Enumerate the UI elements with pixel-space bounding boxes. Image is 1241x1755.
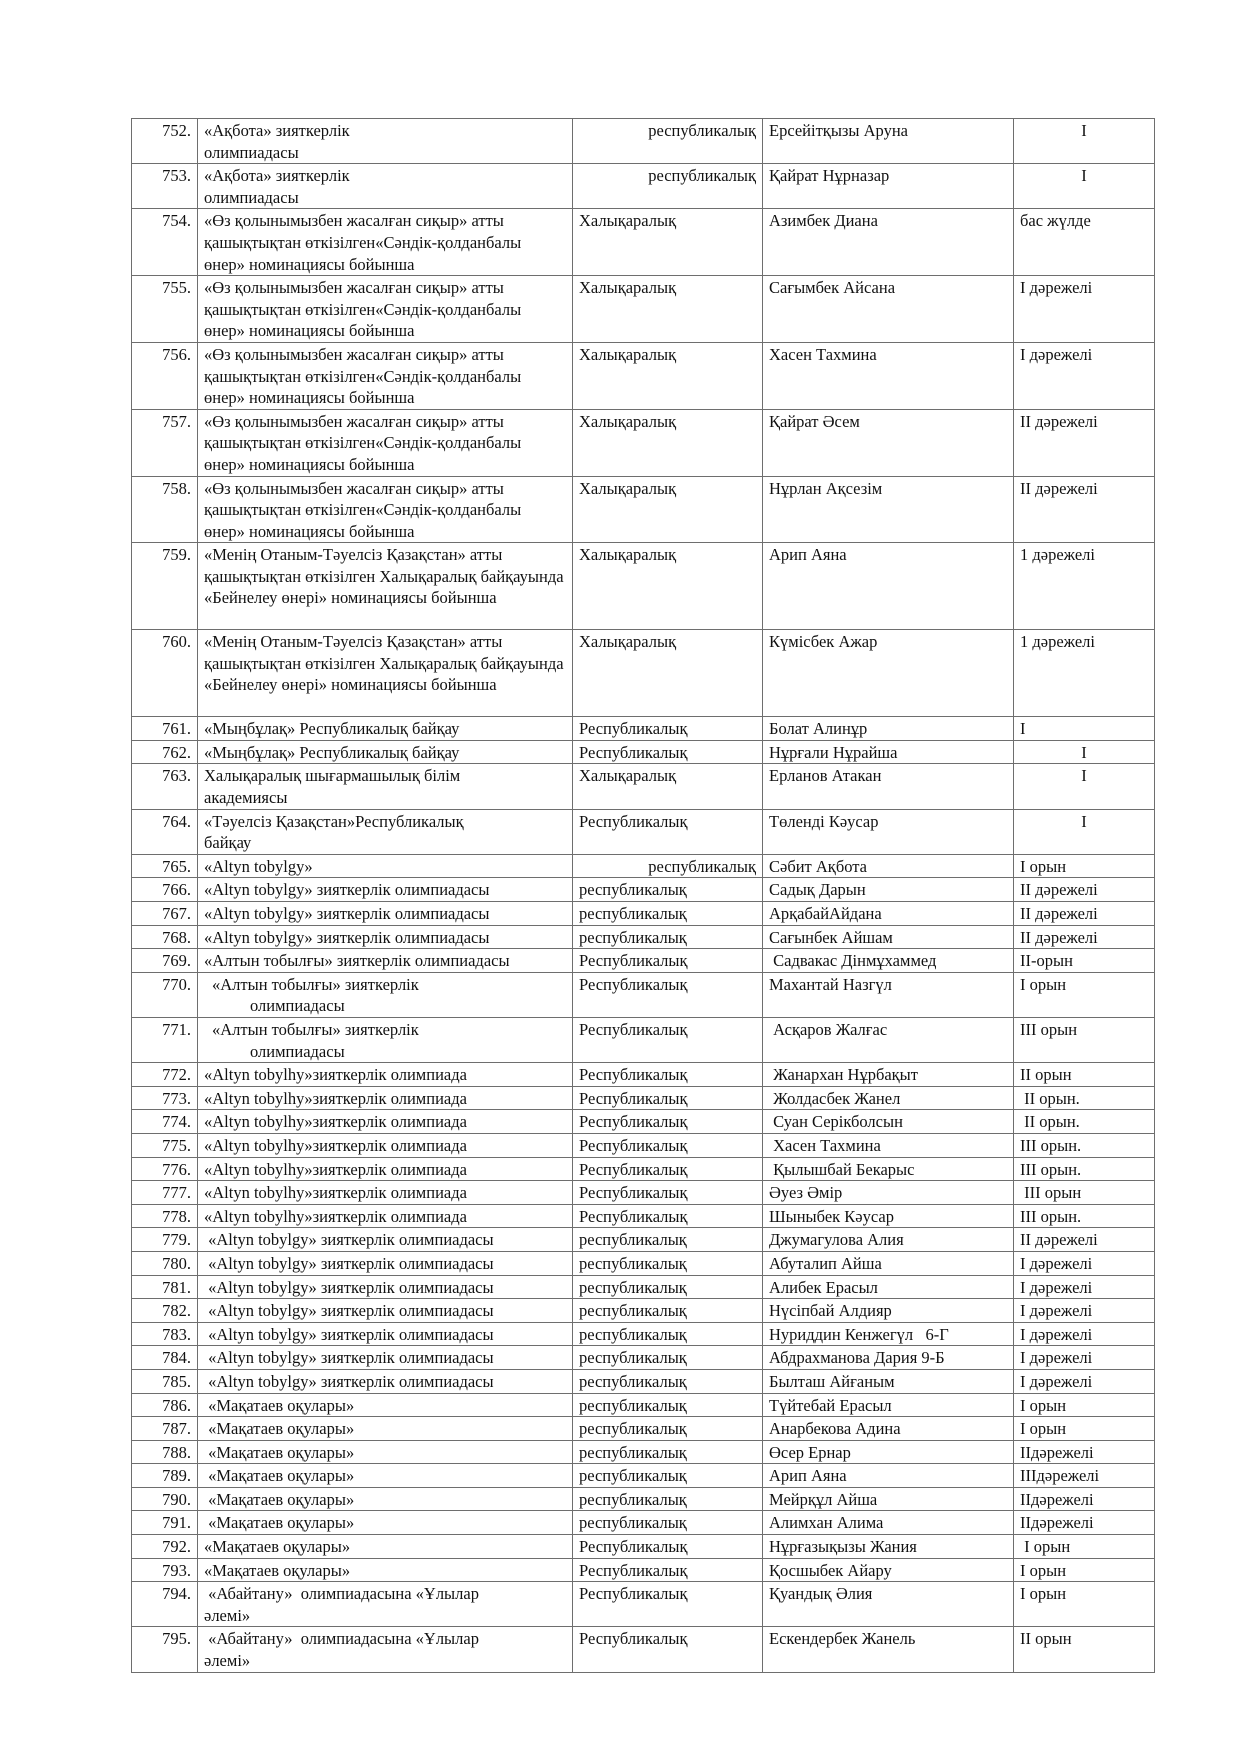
table-row	[132, 809, 1155, 854]
row-number: 778.	[132, 1204, 198, 1228]
table-row	[132, 1464, 1155, 1488]
row-number: 795.	[132, 1627, 198, 1672]
level: республикалық	[573, 902, 763, 926]
event-name: «Altyn tobylgy» зияткерлік олимпиадасы	[198, 1322, 573, 1346]
row-number: 770.	[132, 972, 198, 1017]
event-name: «Altyn tobylgy» зияткерлік олимпиадасы	[198, 1251, 573, 1275]
row-number: 783.	[132, 1322, 198, 1346]
level: республикалық	[573, 1299, 763, 1323]
table-row	[132, 1393, 1155, 1417]
event-name: «Altyn tobylhy»зияткерлік олимпиада	[198, 1157, 573, 1181]
participant-name: Абдрахманова Дария 9-Б	[763, 1346, 1014, 1370]
row-number: 786.	[132, 1393, 198, 1417]
event-name: «Altyn tobylgy» зияткерлік олимпиадасы	[198, 878, 573, 902]
row-number: 760.	[132, 630, 198, 717]
event-name: «Мыңбұлақ» Республикалық байқау	[198, 717, 573, 741]
participant-name: Мейрқұл Айша	[763, 1487, 1014, 1511]
event-name: «Altyn tobylhy»зияткерлік олимпиада	[198, 1086, 573, 1110]
table-row	[132, 1275, 1155, 1299]
participant-name: Джумагулова Алия	[763, 1228, 1014, 1252]
result: I дәрежелі	[1014, 276, 1155, 343]
participant-name: Асқаров Жалғас	[763, 1018, 1014, 1063]
participant-name: Суан Серікболсын	[763, 1110, 1014, 1134]
row-number: 761.	[132, 717, 198, 741]
row-number: 781.	[132, 1275, 198, 1299]
event-name: «Altyn tobylhy»зияткерлік олимпиада	[198, 1133, 573, 1157]
table-row	[132, 342, 1155, 409]
document-page	[131, 118, 1154, 1673]
participant-name: Арип Аяна	[763, 1464, 1014, 1488]
participant-name: Нуриддин Кенжегүл 6-Г	[763, 1322, 1014, 1346]
table-row	[132, 1157, 1155, 1181]
participant-name: Хасен Тахмина	[763, 342, 1014, 409]
participant-name: Түйтебай Ерасыл	[763, 1393, 1014, 1417]
level: Республикалық	[573, 1204, 763, 1228]
participant-name: Сағынбек Айшам	[763, 925, 1014, 949]
participant-name: Нұрғали Нұрайша	[763, 740, 1014, 764]
row-number: 764.	[132, 809, 198, 854]
row-number: 790.	[132, 1487, 198, 1511]
level: Республикалық	[573, 1535, 763, 1559]
table-row	[132, 1322, 1155, 1346]
table-row	[132, 1181, 1155, 1205]
level: Республикалық	[573, 1627, 763, 1672]
row-number: 774.	[132, 1110, 198, 1134]
participant-name: Нұрғазықызы Жания	[763, 1535, 1014, 1559]
table-row	[132, 1110, 1155, 1134]
row-number: 794.	[132, 1582, 198, 1627]
result: I	[1014, 164, 1155, 209]
participant-name: Жанархан Нұрбақыт	[763, 1063, 1014, 1087]
result: I орын	[1014, 854, 1155, 878]
table-row	[132, 409, 1155, 476]
event-name: «Altyn tobylgy» зияткерлік олимпиадасы	[198, 902, 573, 926]
table-row	[132, 902, 1155, 926]
result: I орын	[1014, 1582, 1155, 1627]
table-row	[132, 949, 1155, 973]
level: Халықаралық	[573, 276, 763, 343]
result: II дәрежелі	[1014, 1228, 1155, 1252]
table-row	[132, 1582, 1155, 1627]
event-name	[198, 972, 573, 1017]
participant-name: Абуталип Айша	[763, 1251, 1014, 1275]
table-row	[132, 276, 1155, 343]
result: III орын	[1014, 1181, 1155, 1205]
result: IIIдәрежелі	[1014, 1464, 1155, 1488]
row-number: 762.	[132, 740, 198, 764]
table-row	[132, 854, 1155, 878]
result: I орын	[1014, 1417, 1155, 1441]
level: Республикалық	[573, 1582, 763, 1627]
event-name: «Altyn tobylgy» зияткерлік олимпиадасы	[198, 925, 573, 949]
participant-name: Ескендербек Жанель	[763, 1627, 1014, 1672]
row-number: 776.	[132, 1157, 198, 1181]
table-row	[132, 740, 1155, 764]
event-name: «Менің Отаным-Тәуелсіз Қазақстан» атты қашықтықтан өткізілген Халықаралық байқауында «Бейнелеу өнері» номинациясы бойынша	[198, 543, 573, 630]
result: IIдәрежелі	[1014, 1511, 1155, 1535]
table-row	[132, 717, 1155, 741]
event-name: «Абайтану» олимпиадасына «Ұлылар әлемі»	[198, 1627, 573, 1672]
event-name: «Altyn tobylgy» зияткерлік олимпиадасы	[198, 1299, 573, 1323]
level: республикалық	[573, 1369, 763, 1393]
awards-table	[131, 118, 1155, 1673]
event-name: «Altyn tobylhy»зияткерлік олимпиада	[198, 1181, 573, 1205]
event-name: «Менің Отаным-Тәуелсіз Қазақстан» атты қашықтықтан өткізілген Халықаралық байқауында «Бейнелеу өнері» номинациясы бойынша	[198, 630, 573, 717]
result: бас жүлде	[1014, 209, 1155, 276]
table-row	[132, 925, 1155, 949]
event-name: «Altyn tobylgy» зияткерлік олимпиадасы	[198, 1228, 573, 1252]
level: республикалық	[573, 1417, 763, 1441]
level: Республикалық	[573, 972, 763, 1017]
event-name: «Altyn tobylhy»зияткерлік олимпиада	[198, 1063, 573, 1087]
table-row	[132, 1204, 1155, 1228]
row-number: 766.	[132, 878, 198, 902]
event-name: «Өз қолынымызбен жасалған сиқыр» атты қашықтықтан өткізілген«Сәндік-қолданбалы өнер» номинациясы бойынша	[198, 409, 573, 476]
table-row	[132, 1018, 1155, 1063]
row-number: 752.	[132, 119, 198, 164]
event-name: «Өз қолынымызбен жасалған сиқыр» атты қашықтықтан өткізілген«Сәндік-қолданбалы өнер» номинациясы бойынша	[198, 276, 573, 343]
table-row	[132, 972, 1155, 1017]
participant-name: Нұрлан Ақсезім	[763, 476, 1014, 543]
level: Халықаралық	[573, 476, 763, 543]
event-name: «Altyn tobylgy»	[198, 854, 573, 878]
row-number: 777.	[132, 1181, 198, 1205]
level: Халықаралық	[573, 342, 763, 409]
table-row	[132, 476, 1155, 543]
table-row	[132, 764, 1155, 809]
table-row	[132, 1417, 1155, 1441]
participant-name: Алибек Ерасыл	[763, 1275, 1014, 1299]
event-name: «Мақатаев оқулары»	[198, 1535, 573, 1559]
level: Республикалық	[573, 1086, 763, 1110]
result: I дәрежелі	[1014, 1275, 1155, 1299]
participant-name: Сағымбек Айсана	[763, 276, 1014, 343]
level: Республикалық	[573, 1110, 763, 1134]
result: I дәрежелі	[1014, 342, 1155, 409]
table-row	[132, 1369, 1155, 1393]
result: 1 дәрежелі	[1014, 543, 1155, 630]
event-name: «Мақатаев оқулары»	[198, 1393, 573, 1417]
row-number: 769.	[132, 949, 198, 973]
table-row	[132, 878, 1155, 902]
participant-name: Қосшыбек Айару	[763, 1558, 1014, 1582]
row-number: 788.	[132, 1440, 198, 1464]
participant-name: Өсер Ернар	[763, 1440, 1014, 1464]
participant-name: Нүсіпбай Алдияр	[763, 1299, 1014, 1323]
table-row	[132, 1133, 1155, 1157]
level: республикалық	[573, 1511, 763, 1535]
level: республикалық	[573, 1346, 763, 1370]
participant-name: Былташ Айғаным	[763, 1369, 1014, 1393]
row-number: 780.	[132, 1251, 198, 1275]
row-number: 758.	[132, 476, 198, 543]
result: II орын	[1014, 1063, 1155, 1087]
table-row	[132, 1251, 1155, 1275]
result: II орын	[1014, 1627, 1155, 1672]
participant-name: Арип Аяна	[763, 543, 1014, 630]
level: Халықаралық	[573, 409, 763, 476]
row-number: 791.	[132, 1511, 198, 1535]
event-name: «Мақатаев оқулары»	[198, 1440, 573, 1464]
result: II дәрежелі	[1014, 409, 1155, 476]
level: республикалық	[573, 164, 763, 209]
row-number: 779.	[132, 1228, 198, 1252]
level: республикалық	[573, 119, 763, 164]
level: Халықаралық	[573, 764, 763, 809]
event-name: «Мыңбұлақ» Республикалық байқау	[198, 740, 573, 764]
result: I	[1014, 809, 1155, 854]
level: Республикалық	[573, 717, 763, 741]
row-number: 767.	[132, 902, 198, 926]
event-name: «Altyn tobylhy»зияткерлік олимпиада	[198, 1110, 573, 1134]
participant-name: Ерсейітқызы Аруна	[763, 119, 1014, 164]
row-number: 773.	[132, 1086, 198, 1110]
result: I	[1014, 717, 1155, 741]
participant-name: Қайрат Нұрназар	[763, 164, 1014, 209]
event-name	[198, 1018, 573, 1063]
participant-name: Анарбекова Адина	[763, 1417, 1014, 1441]
participant-name: Ерланов Атакан	[763, 764, 1014, 809]
result: II-орын	[1014, 949, 1155, 973]
participant-name: Сәбит Ақбота	[763, 854, 1014, 878]
table-row	[132, 1627, 1155, 1672]
result: I	[1014, 764, 1155, 809]
event-name-line2: олимпиадасы	[250, 996, 345, 1016]
level: республикалық	[573, 1487, 763, 1511]
participant-name: Қуандық Әлия	[763, 1582, 1014, 1627]
result: I орын	[1014, 972, 1155, 1017]
row-number: 771.	[132, 1018, 198, 1063]
event-name: «Мақатаев оқулары»	[198, 1487, 573, 1511]
row-number: 782.	[132, 1299, 198, 1323]
level: республикалық	[573, 1322, 763, 1346]
result: 1 дәрежелі	[1014, 630, 1155, 717]
event-name: «Ақбота» зияткерлік олимпиадасы	[198, 119, 573, 164]
result: III орын.	[1014, 1157, 1155, 1181]
participant-name: Қайрат Әсем	[763, 409, 1014, 476]
level: республикалық	[573, 925, 763, 949]
result: I орын	[1014, 1558, 1155, 1582]
event-name: «Altyn tobylgy» зияткерлік олимпиадасы	[198, 1275, 573, 1299]
row-number: 772.	[132, 1063, 198, 1087]
event-name: «Алтын тобылғы» зияткерлік олимпиадасы	[198, 949, 573, 973]
row-number: 792.	[132, 1535, 198, 1559]
level: Республикалық	[573, 1063, 763, 1087]
event-name: «Өз қолынымызбен жасалған сиқыр» атты қашықтықтан өткізілген«Сәндік-қолданбалы өнер» номинациясы бойынша	[198, 209, 573, 276]
level: Республикалық	[573, 1157, 763, 1181]
event-name: «Мақатаев оқулары»	[198, 1464, 573, 1488]
result: III орын.	[1014, 1133, 1155, 1157]
row-number: 787.	[132, 1417, 198, 1441]
participant-name: Жолдасбек Жанел	[763, 1086, 1014, 1110]
table-row	[132, 1511, 1155, 1535]
participant-name: Махантай Назгүл	[763, 972, 1014, 1017]
table-row	[132, 1086, 1155, 1110]
event-name: «Мақатаев оқулары»	[198, 1511, 573, 1535]
result: IIдәрежелі	[1014, 1440, 1155, 1464]
row-number: 793.	[132, 1558, 198, 1582]
level: Халықаралық	[573, 543, 763, 630]
event-name-line1: «Алтын тобылғы» зияткерлік	[212, 1020, 419, 1039]
level: республикалық	[573, 878, 763, 902]
table-row	[132, 209, 1155, 276]
event-name: «Altyn tobylgy» зияткерлік олимпиадасы	[198, 1369, 573, 1393]
event-name: «Altyn tobylhy»зияткерлік олимпиада	[198, 1204, 573, 1228]
table-row	[132, 543, 1155, 630]
participant-name: Азимбек Диана	[763, 209, 1014, 276]
result: I дәрежелі	[1014, 1322, 1155, 1346]
event-name: «Абайтану» олимпиадасына «Ұлылар әлемі»	[198, 1582, 573, 1627]
level: республикалық	[573, 1440, 763, 1464]
row-number: 754.	[132, 209, 198, 276]
level: Республикалық	[573, 949, 763, 973]
row-number: 785.	[132, 1369, 198, 1393]
result: I	[1014, 740, 1155, 764]
result: I орын	[1014, 1393, 1155, 1417]
participant-name: Шыныбек Кәусар	[763, 1204, 1014, 1228]
row-number: 763.	[132, 764, 198, 809]
table-row	[132, 1063, 1155, 1087]
result: III орын	[1014, 1018, 1155, 1063]
result: I дәрежелі	[1014, 1346, 1155, 1370]
row-number: 789.	[132, 1464, 198, 1488]
result: I дәрежелі	[1014, 1251, 1155, 1275]
participant-name: Садвакас Дінмұхаммед	[763, 949, 1014, 973]
table-row	[132, 630, 1155, 717]
result: II дәрежелі	[1014, 925, 1155, 949]
table-row	[132, 1558, 1155, 1582]
level: республикалық	[573, 1228, 763, 1252]
table-row	[132, 1299, 1155, 1323]
row-number: 765.	[132, 854, 198, 878]
result: II орын.	[1014, 1110, 1155, 1134]
participant-name: Төленді Кәусар	[763, 809, 1014, 854]
participant-name: Болат Алинұр	[763, 717, 1014, 741]
participant-name: Алимхан Алима	[763, 1511, 1014, 1535]
level: Республикалық	[573, 1018, 763, 1063]
row-number: 775.	[132, 1133, 198, 1157]
event-name: «Ақбота» зияткерлік олимпиадасы	[198, 164, 573, 209]
table-row	[132, 119, 1155, 164]
table-row	[132, 1535, 1155, 1559]
table-row	[132, 1440, 1155, 1464]
participant-name: Әуез Әмір	[763, 1181, 1014, 1205]
level: республикалық	[573, 1251, 763, 1275]
result: I дәрежелі	[1014, 1299, 1155, 1323]
level: Республикалық	[573, 1558, 763, 1582]
row-number: 753.	[132, 164, 198, 209]
row-number: 759.	[132, 543, 198, 630]
event-name: «Мақатаев оқулары»	[198, 1558, 573, 1582]
row-number: 768.	[132, 925, 198, 949]
level: республикалық	[573, 1275, 763, 1299]
result: II дәрежелі	[1014, 878, 1155, 902]
participant-name: Күмісбек Ажар	[763, 630, 1014, 717]
event-name-line1: «Алтын тобылғы» зияткерлік	[212, 974, 419, 994]
result: I дәрежелі	[1014, 1369, 1155, 1393]
level: Халықаралық	[573, 209, 763, 276]
row-number: 784.	[132, 1346, 198, 1370]
participant-name: Хасен Тахмина	[763, 1133, 1014, 1157]
participant-name: Қылышбай Бекарыс	[763, 1157, 1014, 1181]
table-row	[132, 1228, 1155, 1252]
row-number: 755.	[132, 276, 198, 343]
event-name-line2: олимпиадасы	[250, 1041, 345, 1061]
event-name: «Өз қолынымызбен жасалған сиқыр» атты қашықтықтан өткізілген«Сәндік-қолданбалы өнер» номинациясы бойынша	[198, 342, 573, 409]
level: республикалық	[573, 1464, 763, 1488]
level: Республикалық	[573, 1133, 763, 1157]
result: II дәрежелі	[1014, 902, 1155, 926]
level: Республикалық	[573, 809, 763, 854]
result: I орын	[1014, 1535, 1155, 1559]
table-row	[132, 1346, 1155, 1370]
level: Халықаралық	[573, 630, 763, 717]
event-name: «Тәуелсіз Қазақстан»Республикалық байқау	[198, 809, 573, 854]
event-name: «Мақатаев оқулары»	[198, 1417, 573, 1441]
level: республикалық	[573, 1393, 763, 1417]
level: Республикалық	[573, 1181, 763, 1205]
level: республикалық	[573, 854, 763, 878]
table-row	[132, 164, 1155, 209]
level: Республикалық	[573, 740, 763, 764]
result: I	[1014, 119, 1155, 164]
row-number: 756.	[132, 342, 198, 409]
participant-name: Садық Дарын	[763, 878, 1014, 902]
event-name: «Altyn tobylgy» зияткерлік олимпиадасы	[198, 1346, 573, 1370]
event-name: Халықаралық шығармашылық білім академиясы	[198, 764, 573, 809]
participant-name: АрқабайАйдана	[763, 902, 1014, 926]
result: III орын.	[1014, 1204, 1155, 1228]
result: II дәрежелі	[1014, 476, 1155, 543]
row-number: 757.	[132, 409, 198, 476]
result: IIдәрежелі	[1014, 1487, 1155, 1511]
table-row	[132, 1487, 1155, 1511]
event-name: «Өз қолынымызбен жасалған сиқыр» атты қашықтықтан өткізілген«Сәндік-қолданбалы өнер» номинациясы бойынша	[198, 476, 573, 543]
result: II орын.	[1014, 1086, 1155, 1110]
